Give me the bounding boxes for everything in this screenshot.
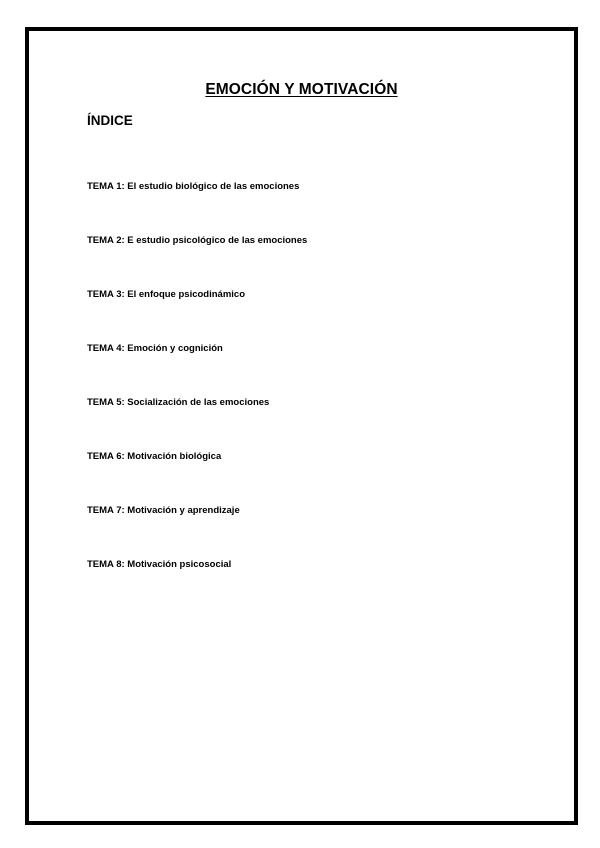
toc-item-tema-5: TEMA 5: Socialización de las emociones <box>87 397 270 408</box>
toc-item-tema-3: TEMA 3: El enfoque psicodinámico <box>87 289 245 300</box>
toc-item-tema-2: TEMA 2: E estudio psicológico de las emociones <box>87 235 308 246</box>
index-heading: ÍNDICE <box>87 113 133 128</box>
table-of-contents <box>87 181 307 613</box>
toc-item-tema-8: TEMA 8: Motivación psicosocial <box>87 559 232 570</box>
toc-item-tema-1: TEMA 1: El estudio biológico de las emociones <box>87 181 300 192</box>
toc-item-tema-6: TEMA 6: Motivación biológica <box>87 451 222 462</box>
toc-item-tema-4: TEMA 4: Emoción y cognición <box>87 343 223 354</box>
document-title: EMOCIÓN Y MOTIVACIÓN <box>205 81 398 98</box>
toc-item-tema-7: TEMA 7: Motivación y aprendizaje <box>87 505 240 516</box>
page-border <box>25 27 578 825</box>
